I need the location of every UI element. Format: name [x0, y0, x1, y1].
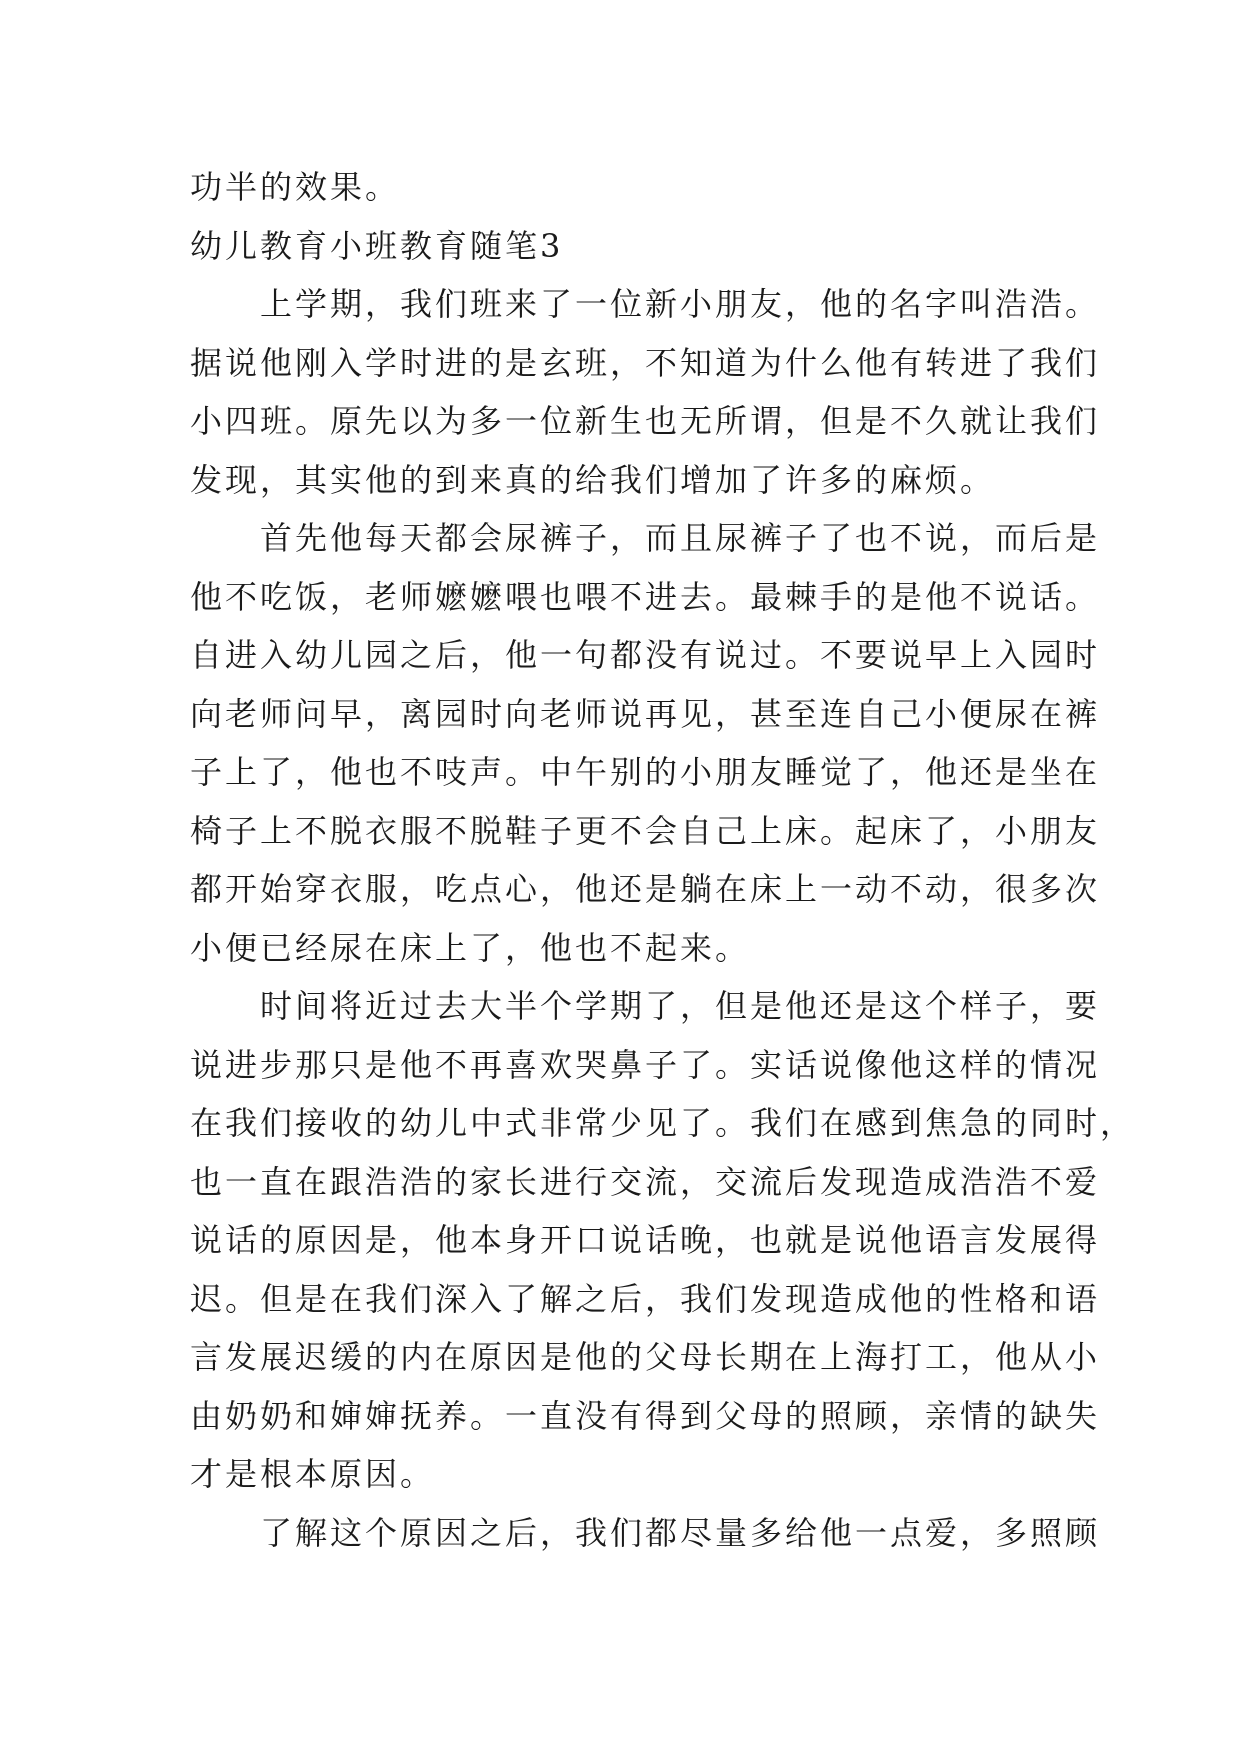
text-line: 说话的原因是，他本身开口说话晚，也就是说他语言发展得 — [190, 1221, 1101, 1259]
text-line: 才是根本原因。 — [190, 1455, 436, 1493]
text-line: 发现，其实他的到来真的给我们增加了许多的麻烦。 — [190, 460, 996, 499]
text-line: 言发展迟缓的内在原因是他的父母长期在上海打工，他从小 — [190, 1338, 1101, 1376]
text-line: 说进步那只是他不再喜欢哭鼻子了。实话说像他这样的情况 — [190, 1045, 1101, 1084]
document-body — [190, 158, 1136, 1562]
text-line: 首先他每天都会尿裤子，而且尿裤子了也不说，而后是 — [190, 519, 1101, 557]
text-line: 由奶奶和婶婶抚养。一直没有得到父母的照顾，亲情的缺失 — [190, 1396, 1101, 1435]
text-line: 小四班。原先以为多一位新生也无所谓，但是不久就让我们 — [190, 402, 1101, 440]
text-line: 子上了，他也不吱声。中午别的小朋友睡觉了，他还是坐在 — [190, 753, 1101, 791]
text-line: 向老师问早，离园时向老师说再见，甚至连自己小便尿在裤 — [190, 694, 1101, 733]
text-line: 他不吃饭，老师嬷嬷喂也喂不进去。最棘手的是他不说话。 — [190, 577, 1101, 616]
text-line: 小便已经尿在床上了，他也不起来。 — [190, 928, 751, 967]
text-line: 上学期，我们班来了一位新小朋友，他的名字叫浩浩。 — [190, 285, 1101, 323]
text-line: 自进入幼儿园之后，他一句都没有说过。不要说早上入园时 — [190, 636, 1101, 674]
text-line: 时间将近过去大半个学期了，但是他还是这个样子，要 — [190, 987, 1101, 1025]
text-line: 也一直在跟浩浩的家长进行交流，交流后发现造成浩浩不爱 — [190, 1162, 1101, 1201]
text-line: 都开始穿衣服，吃点心，他还是躺在床上一动不动，很多次 — [190, 870, 1101, 908]
text-line: 据说他刚入学时进的是玄班，不知道为什么他有转进了我们 — [190, 343, 1101, 382]
text-line: 了解这个原因之后，我们都尽量多给他一点爱，多照顾 — [190, 1513, 1101, 1552]
text-line: 迟。但是在我们深入了解之后，我们发现造成他的性格和语 — [190, 1279, 1101, 1318]
text-line: 功半的效果。 — [190, 168, 401, 206]
text-line: 椅子上不脱衣服不脱鞋子更不会自己上床。起床了，小朋友 — [190, 811, 1101, 850]
text-line: 在我们接收的幼儿中式非常少见了。我们在感到焦急的同时， — [190, 1104, 1136, 1142]
section-heading: 幼儿教育小班教育随笔3 — [190, 226, 564, 265]
